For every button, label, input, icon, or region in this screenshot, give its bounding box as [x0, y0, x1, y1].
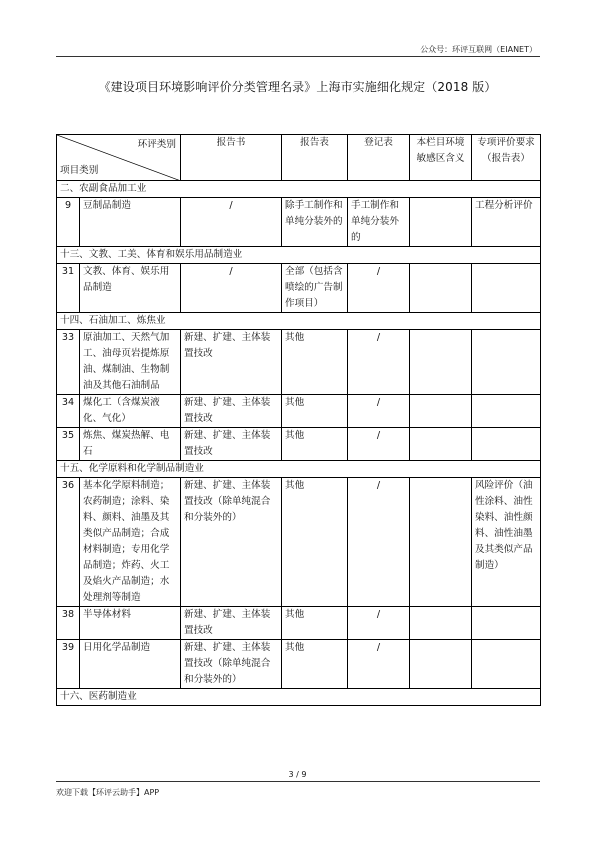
report-book-cell: 新建、扩建、主体装置技改（除单纯混合和分装外的）: [181, 478, 282, 607]
section-row: [57, 461, 541, 478]
report-form-cell: 除手工制作和单纯分装外的: [282, 198, 348, 247]
project-name: 半导体材料: [80, 607, 181, 640]
header-env-category: 环评类别: [137, 139, 176, 150]
row-number: 36: [57, 478, 80, 607]
sensitive-cell: [410, 607, 472, 640]
table-row: [57, 330, 541, 395]
report-book-cell: 新建、扩建、主体装置技改: [181, 428, 282, 461]
section-title: 十三、文教、工美、体育和娱乐用品制造业: [57, 247, 541, 264]
project-name: 原油加工、天然气加工、油母页岩提炼原油、煤制油、生物制油及其他石油制品: [80, 330, 181, 395]
row-number: 33: [57, 330, 80, 395]
table-row: [57, 640, 541, 689]
report-book-cell: 新建、扩建、主体装置技改: [181, 395, 282, 428]
registration-cell: 手工制作和单纯分装外的: [348, 198, 410, 247]
section-row: [57, 247, 541, 264]
header-special-evaluation: 专项评价要求（报告表）: [472, 135, 541, 181]
special-cell: [472, 264, 541, 313]
row-number: 31: [57, 264, 80, 313]
special-cell: [472, 640, 541, 689]
registration-cell: /: [348, 478, 410, 607]
registration-cell: /: [348, 395, 410, 428]
special-cell: 风险评价（油性涂料、油性染料、油性颜料、油性油墨及其类似产品制造）: [472, 478, 541, 607]
header-report-form: 报告表: [282, 135, 348, 181]
sensitive-cell: [410, 395, 472, 428]
special-cell: 工程分析评价: [472, 198, 541, 247]
row-number: 35: [57, 428, 80, 461]
registration-cell: /: [348, 330, 410, 395]
project-name: 豆制品制造: [80, 198, 181, 247]
special-cell: [472, 395, 541, 428]
report-book-cell: /: [181, 264, 282, 313]
report-form-cell: 其他: [282, 478, 348, 607]
registration-cell: /: [348, 264, 410, 313]
header-divider: [56, 56, 540, 57]
report-form-cell: 其他: [282, 330, 348, 395]
table-header-row: [57, 135, 541, 181]
table-row: [57, 607, 541, 640]
header-corner-cell: [57, 135, 181, 181]
sensitive-cell: [410, 198, 472, 247]
row-number: 38: [57, 607, 80, 640]
report-form-cell: 全部（包括含喷绘的广告制作项目）: [282, 264, 348, 313]
sensitive-cell: [410, 640, 472, 689]
report-book-cell: 新建、扩建、主体装置技改: [181, 607, 282, 640]
report-form-cell: 其他: [282, 607, 348, 640]
sensitive-cell: [410, 330, 472, 395]
section-title: 十四、石油加工、炼焦业: [57, 313, 541, 330]
header-project-category: 项目类别: [60, 165, 99, 176]
row-number: 9: [57, 198, 80, 247]
registration-cell: /: [348, 640, 410, 689]
section-title: 二、农副食品加工业: [57, 181, 541, 198]
section-row: [57, 181, 541, 198]
sensitive-cell: [410, 478, 472, 607]
classification-table: [56, 134, 541, 706]
special-cell: [472, 607, 541, 640]
table-row: [57, 395, 541, 428]
report-form-cell: 其他: [282, 395, 348, 428]
project-name: 基本化学原料制造；农药制造；涂料、染料、颜料、油墨及其类似产品制造；合成材料制造；专用化学品制造；炸药、火工及焰火产品制造；水处理剂等制造: [80, 478, 181, 607]
section-title: 十五、化学原料和化学制品制造业: [57, 461, 541, 478]
section-row: [57, 689, 541, 706]
row-number: 39: [57, 640, 80, 689]
row-number: 34: [57, 395, 80, 428]
project-name: 日用化学品制造: [80, 640, 181, 689]
header-registration: 登记表: [348, 135, 410, 181]
special-cell: [472, 330, 541, 395]
section-row: [57, 313, 541, 330]
registration-cell: /: [348, 607, 410, 640]
project-name: 文教、体育、娱乐用品制造: [80, 264, 181, 313]
registration-cell: /: [348, 428, 410, 461]
table-row: [57, 428, 541, 461]
report-book-cell: 新建、扩建、主体装置技改: [181, 330, 282, 395]
special-cell: [472, 428, 541, 461]
document-title: 《建设项目环境影响评价分类管理名录》上海市实施细化规定（2018 版）: [98, 80, 497, 94]
header-account-text: 公众号：环评互联网（EIANET）: [420, 45, 537, 54]
page-number: 3 / 9: [288, 770, 307, 779]
footer-divider: [56, 781, 540, 782]
footer-app-promo: 欢迎下载【环评云助手】APP: [56, 788, 160, 797]
table-row: [57, 264, 541, 313]
report-form-cell: 其他: [282, 640, 348, 689]
sensitive-cell: [410, 264, 472, 313]
header-sensitive-area: 本栏目环境敏感区含义: [410, 135, 472, 181]
report-form-cell: 其他: [282, 428, 348, 461]
table-row: [57, 198, 541, 247]
project-name: 炼焦、煤炭热解、电石: [80, 428, 181, 461]
table-row: [57, 478, 541, 607]
report-book-cell: /: [181, 198, 282, 247]
project-name: 煤化工（含煤炭液化、气化）: [80, 395, 181, 428]
section-title: 十六、医药制造业: [57, 689, 541, 706]
sensitive-cell: [410, 428, 472, 461]
report-book-cell: 新建、扩建、主体装置技改（除单纯混合和分装外的）: [181, 640, 282, 689]
header-report-book: 报告书: [181, 135, 282, 181]
